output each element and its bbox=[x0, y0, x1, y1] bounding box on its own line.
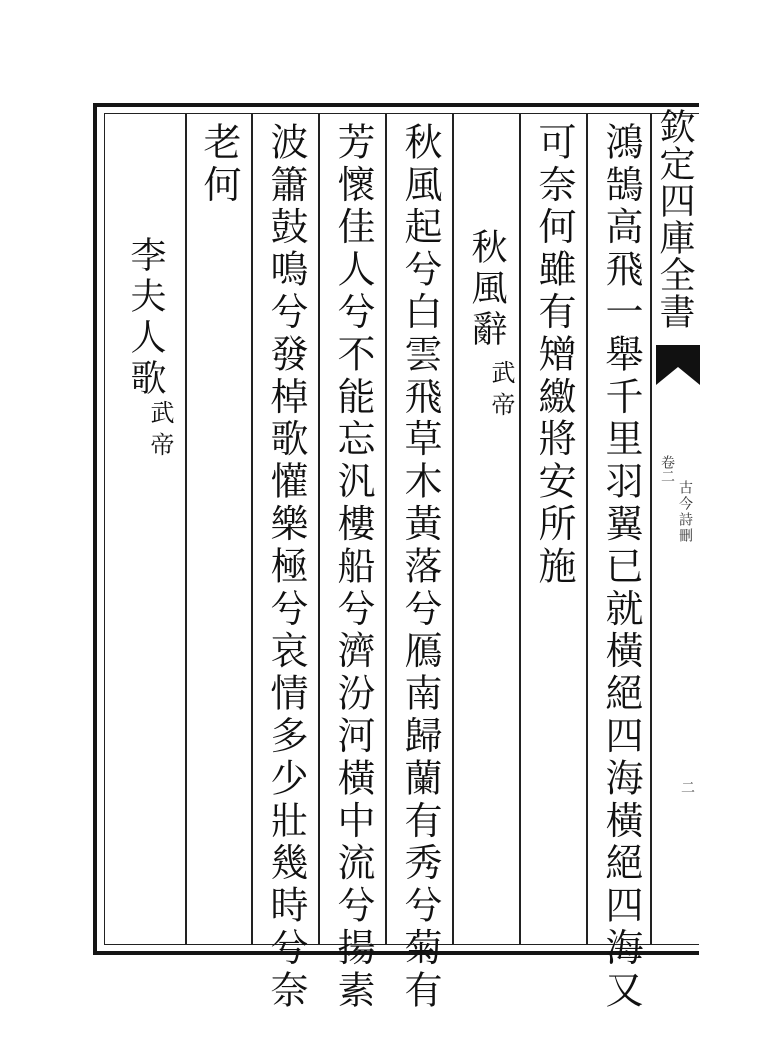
poem-line: 可奈何雖有矰繳將安所施 bbox=[532, 122, 576, 589]
poem-line: 芳懷佳人兮不能忘汎樓船兮濟汾河橫中流兮揚素 bbox=[331, 122, 375, 1013]
column-rule bbox=[185, 113, 187, 945]
margin-book-title: 古今詩刪 bbox=[677, 480, 693, 544]
poem-line: 波簫鼓鳴兮發棹歌懽樂極兮哀情多少壯幾時兮奈 bbox=[264, 122, 308, 1013]
fishtail-mark bbox=[656, 345, 700, 385]
poem-author: 武帝 bbox=[487, 360, 515, 424]
poem-author: 武帝 bbox=[146, 400, 174, 464]
margin-volume: 卷二 bbox=[659, 455, 675, 483]
column-rule bbox=[519, 113, 521, 945]
margin-page-number: 二 bbox=[679, 780, 695, 794]
poem-title: 李夫人歌 bbox=[125, 236, 166, 400]
column-rule bbox=[586, 113, 588, 945]
poem-title: 秋風辭 bbox=[466, 228, 507, 351]
column-rule bbox=[452, 113, 454, 945]
column-rule bbox=[385, 113, 387, 945]
margin-title: 欽定四庫全書 bbox=[654, 108, 695, 330]
poem-line: 鴻鵠高飛一舉千里羽翼已就橫絕四海橫絕四海又 bbox=[599, 122, 643, 1013]
column-rule bbox=[251, 113, 253, 945]
column-rule bbox=[318, 113, 320, 945]
poem-line: 老何 bbox=[197, 122, 241, 207]
column-rule bbox=[650, 113, 652, 945]
poem-line: 秋風起兮白雲飛草木黃落兮鴈南歸蘭有秀兮菊有 bbox=[398, 122, 442, 1013]
